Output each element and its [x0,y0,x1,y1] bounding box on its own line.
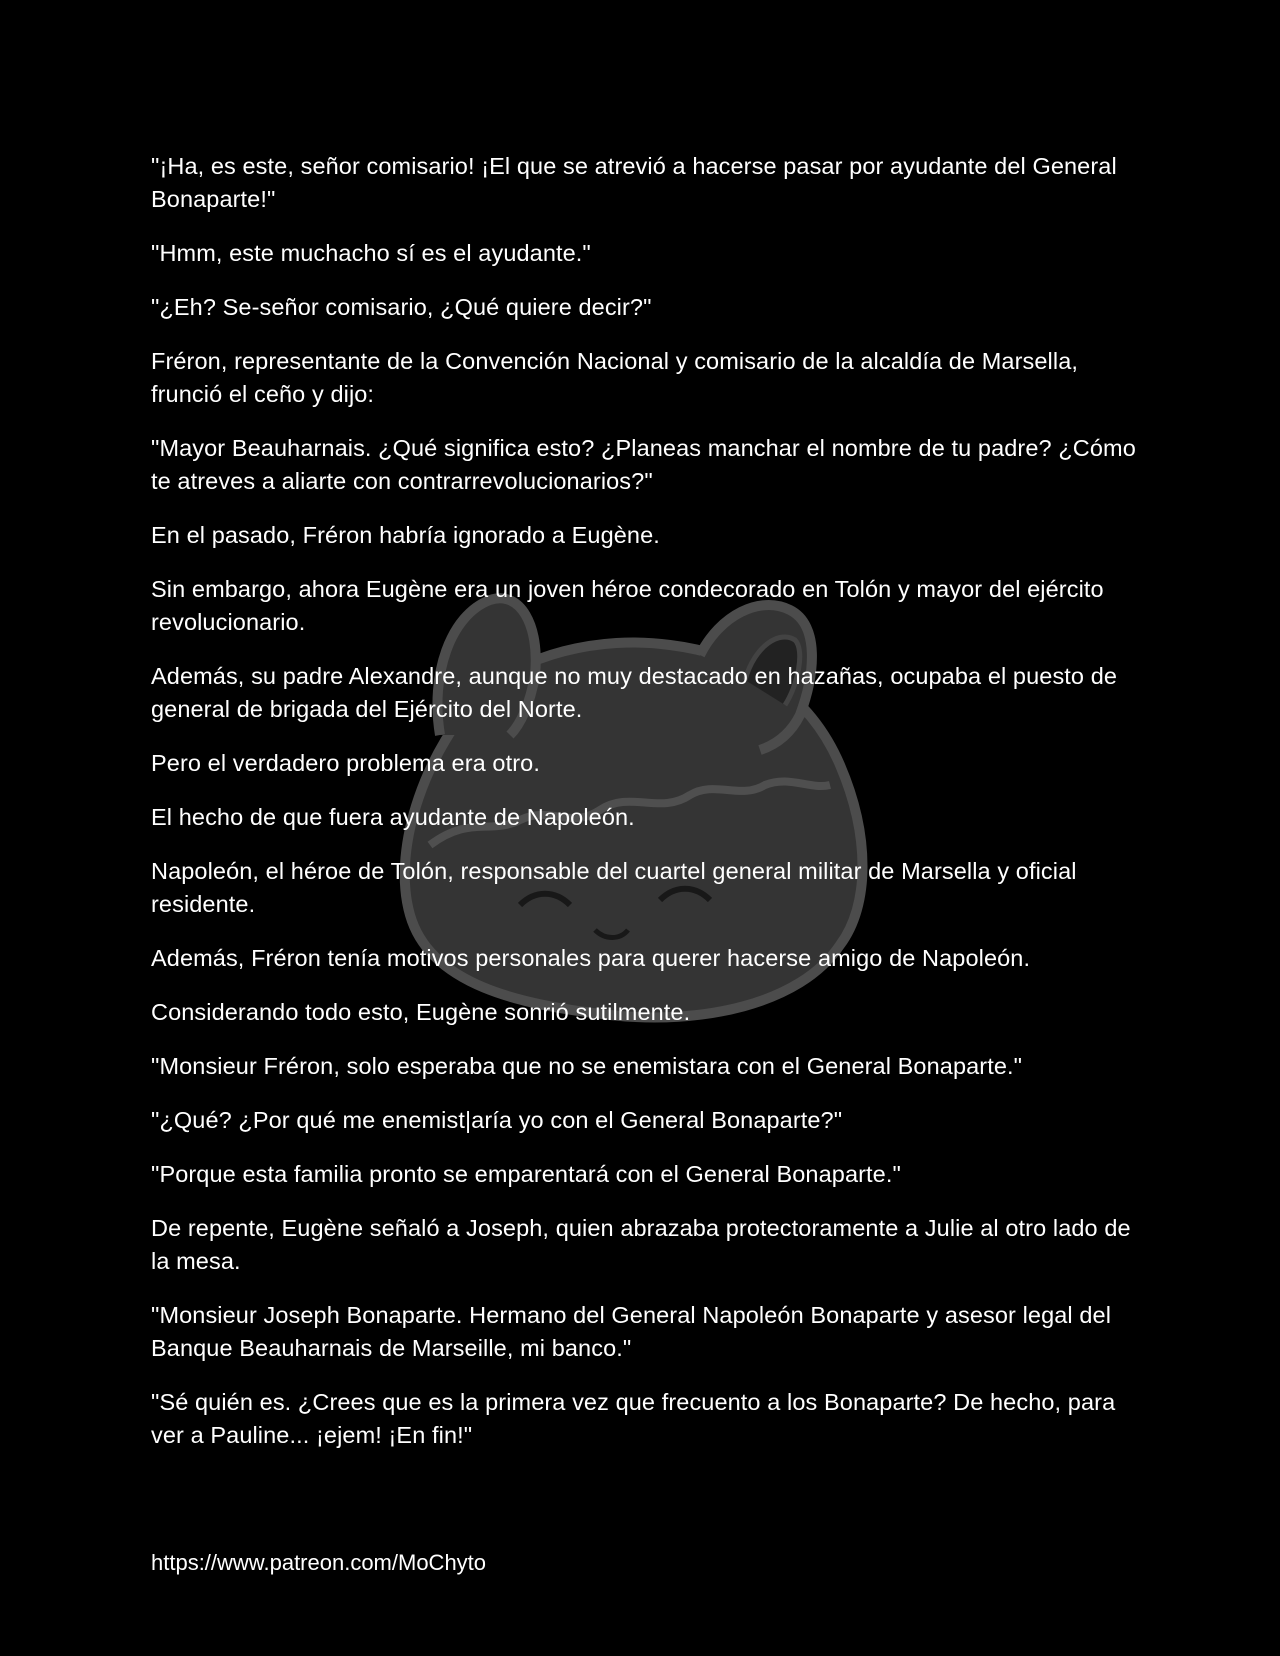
paragraph: De repente, Eugène señaló a Joseph, quien abrazaba protectoramente a Julie al otro lado de la mesa. [151,1215,1131,1274]
paragraph: Sin embargo, ahora Eugène era un joven héroe condecorado en Tolón y mayor del ejército revolucionario. [151,576,1104,635]
paragraph: "Monsieur Joseph Bonaparte. Hermano del General Napoleón Bonaparte y asesor legal del Banque Beauharnais de Marseille, mi banco." [151,1302,1112,1361]
paragraph: "¡Ha, es este, señor comisario! ¡El que se atrevió a hacerse pasar por ayudante del General Bonaparte!" [151,153,1117,212]
paragraph: Además, Fréron tenía motivos personales para querer hacerse amigo de Napoleón. [151,945,1031,971]
patreon-link[interactable]: https://www.patreon.com/MoChyto [151,1550,487,1575]
paragraph: "¿Qué? ¿Por qué me enemist|aría yo con el General Bonaparte?" [151,1107,843,1133]
paragraph: Pero el verdadero problema era otro. [151,750,540,776]
paragraph: Considerando todo esto, Eugène sonrió sutilmente. [151,999,691,1025]
paragraph: "Hmm, este muchacho sí es el ayudante." [151,240,591,266]
paragraph: Además, su padre Alexandre, aunque no muy destacado en hazañas, ocupaba el puesto de general de brigada del Ejército del Norte. [151,663,1118,722]
paragraph: "Mayor Beauharnais. ¿Qué significa esto? ¿Planeas manchar el nombre de tu padre? ¿Cómo te atreves a aliarte con contrarrevolucionarios?" [151,435,1136,494]
paragraph: Fréron, representante de la Convención Nacional y comisario de la alcaldía de Marsella, frunció el ceño y dijo: [151,348,1078,407]
paragraph: En el pasado, Fréron habría ignorado a Eugène. [151,522,660,548]
paragraph: El hecho de que fuera ayudante de Napoleón. [151,804,635,830]
document-body [151,150,1141,1473]
paragraph: "Porque esta familia pronto se emparentará con el General Bonaparte." [151,1161,901,1187]
paragraph: "¿Eh? Se-señor comisario, ¿Qué quiere decir?" [151,294,652,320]
paragraph: Napoleón, el héroe de Tolón, responsable del cuartel general militar de Marsella y oficial residente. [151,858,1077,917]
paragraph: "Monsieur Fréron, solo esperaba que no se enemistara con el General Bonaparte." [151,1053,1023,1079]
paragraph: "Sé quién es. ¿Crees que es la primera vez que frecuento a los Bonaparte? De hecho, para ver a Pauline... ¡ejem! ¡En fin!" [151,1389,1116,1448]
